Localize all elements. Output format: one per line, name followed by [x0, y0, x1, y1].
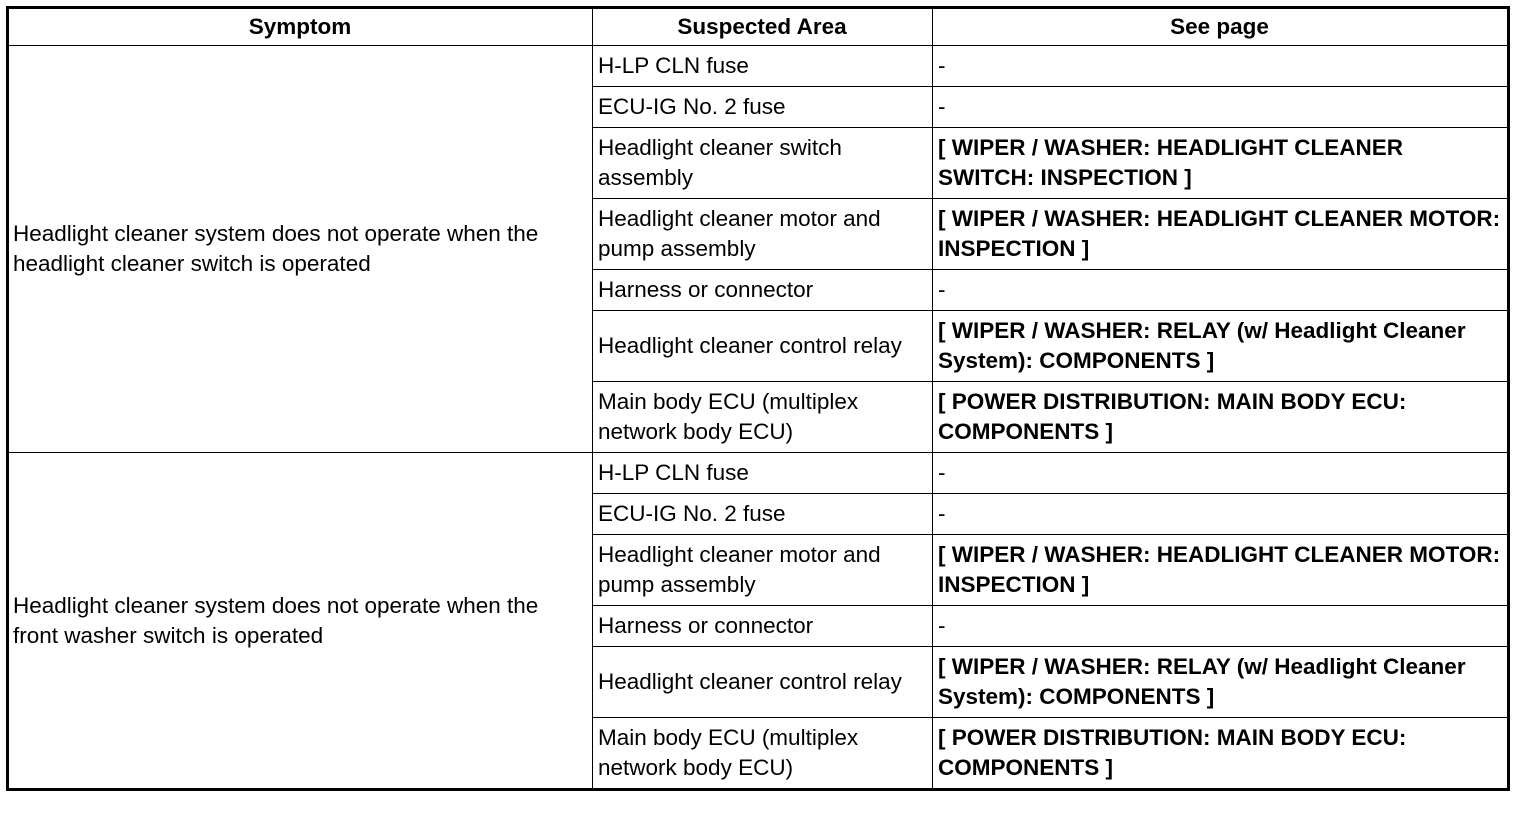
table-row — [8, 46, 1509, 87]
troubleshooting-table — [6, 6, 1510, 791]
suspected-area-cell: Headlight cleaner motor and pump assembly — [593, 199, 933, 270]
see-page-cell: - — [933, 606, 1509, 647]
see-page-reference-link[interactable]: [ WIPER / WASHER: RELAY (w/ Headlight Cleaner System): COMPONENTS ] — [933, 647, 1509, 718]
suspected-area-cell: Harness or connector — [593, 270, 933, 311]
header-symptom: Symptom — [8, 8, 593, 46]
table-body — [8, 46, 1509, 790]
see-page-reference-link[interactable]: [ POWER DISTRIBUTION: MAIN BODY ECU: COMPONENTS ] — [933, 382, 1509, 453]
see-page-cell: - — [933, 453, 1509, 494]
see-page-reference-link[interactable]: [ WIPER / WASHER: HEADLIGHT CLEANER MOTOR: INSPECTION ] — [933, 535, 1509, 606]
symptom-cell: Headlight cleaner system does not operate when the headlight cleaner switch is operated — [8, 46, 593, 453]
see-page-reference-link[interactable]: [ WIPER / WASHER: HEADLIGHT CLEANER SWITCH: INSPECTION ] — [933, 128, 1509, 199]
symptom-cell: Headlight cleaner system does not operate when the front washer switch is operated — [8, 453, 593, 790]
see-page-cell: - — [933, 46, 1509, 87]
suspected-area-cell: Main body ECU (multiplex network body ECU) — [593, 718, 933, 790]
see-page-cell: - — [933, 87, 1509, 128]
suspected-area-cell: Headlight cleaner control relay — [593, 647, 933, 718]
suspected-area-cell: Headlight cleaner motor and pump assembly — [593, 535, 933, 606]
table-header — [8, 8, 1509, 46]
see-page-reference-link[interactable]: [ WIPER / WASHER: HEADLIGHT CLEANER MOTOR: INSPECTION ] — [933, 199, 1509, 270]
see-page-reference-link[interactable]: [ WIPER / WASHER: RELAY (w/ Headlight Cleaner System): COMPONENTS ] — [933, 311, 1509, 382]
table-row — [8, 453, 1509, 494]
see-page-reference-link[interactable]: [ POWER DISTRIBUTION: MAIN BODY ECU: COMPONENTS ] — [933, 718, 1509, 790]
see-page-cell: - — [933, 270, 1509, 311]
suspected-area-cell: H-LP CLN fuse — [593, 453, 933, 494]
suspected-area-cell: Headlight cleaner control relay — [593, 311, 933, 382]
header-see-page: See page — [933, 8, 1509, 46]
suspected-area-cell: ECU-IG No. 2 fuse — [593, 87, 933, 128]
suspected-area-cell: Main body ECU (multiplex network body ECU) — [593, 382, 933, 453]
suspected-area-cell: ECU-IG No. 2 fuse — [593, 494, 933, 535]
suspected-area-cell: Headlight cleaner switch assembly — [593, 128, 933, 199]
header-suspected-area: Suspected Area — [593, 8, 933, 46]
header-row — [8, 8, 1509, 46]
suspected-area-cell: Harness or connector — [593, 606, 933, 647]
suspected-area-cell: H-LP CLN fuse — [593, 46, 933, 87]
see-page-cell: - — [933, 494, 1509, 535]
